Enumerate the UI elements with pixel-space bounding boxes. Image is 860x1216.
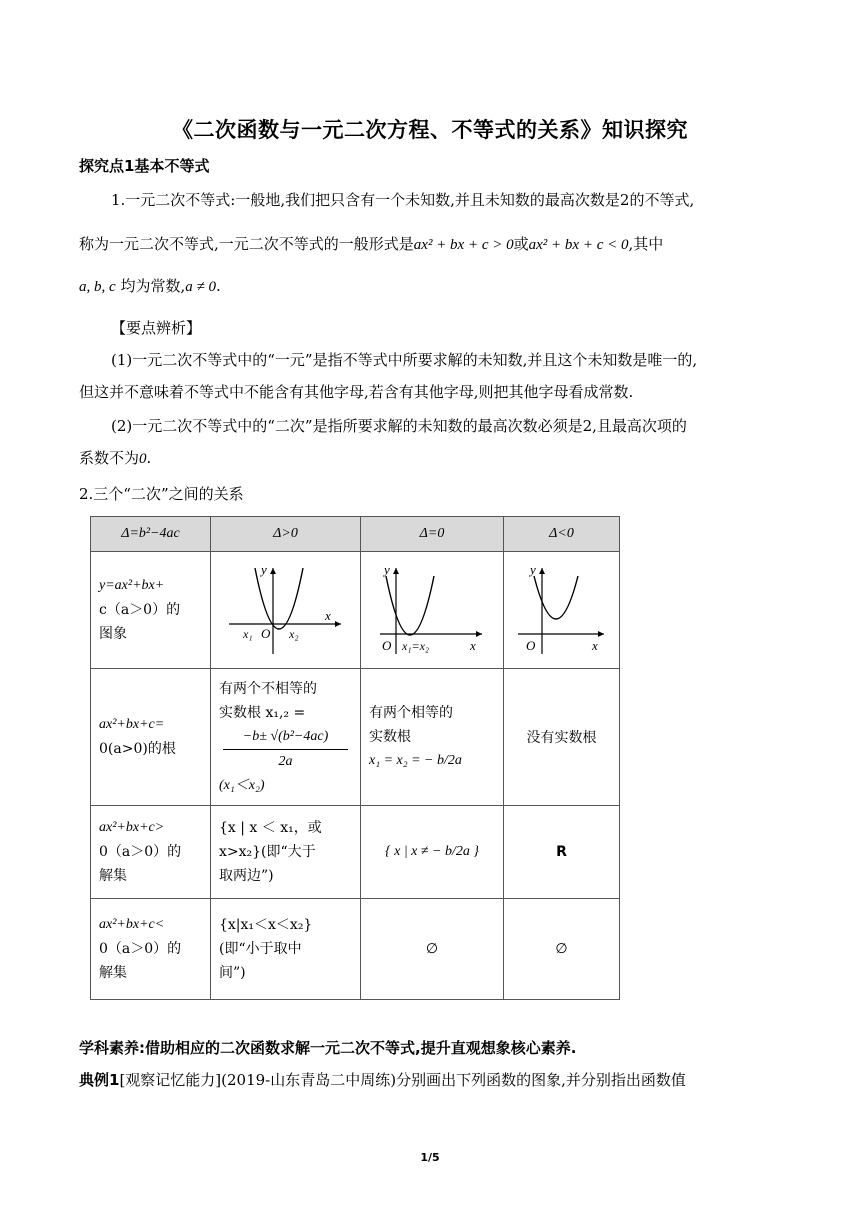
relationship-table-wrapper [90, 516, 619, 1016]
axis-x-label: x [470, 638, 476, 653]
root-x1-label: x₁ [242, 627, 252, 641]
root-formula-denominator: 2a [278, 753, 293, 769]
cell-line: (x₁＜x₂) [219, 777, 265, 793]
keypoint-1-line-2: 但这并不意味着不等式中不能含有其他字母,若含有其他字母,则把其他字母看成常数. [79, 383, 634, 401]
axis-x-label: x [324, 608, 331, 623]
formula-zero: 0 [139, 451, 147, 467]
text: 均为常数, [120, 277, 186, 295]
row-label-gt-solution [91, 806, 211, 899]
text: . [215, 277, 221, 295]
cell-line: 取两边”) [219, 868, 274, 884]
graph-cell-two-roots [211, 552, 361, 669]
cell-line: {x|x₁＜x＜x₂} [219, 917, 313, 933]
graph-cell-no-root [504, 552, 620, 669]
paragraph-1-line-1: 1.一元二次不等式:一般地,我们把只含有一个未知数,并且未知数的最高次数是2的不等式, [111, 191, 695, 209]
table-header: Δ<0 [504, 517, 620, 552]
cell-line: (即“小于取中 [219, 941, 302, 957]
table-row [91, 899, 620, 1000]
text: 系数不为 [79, 449, 140, 467]
table-header-row [91, 517, 620, 552]
gt-one-root-solution: { x | x ≠ − b/2a } [361, 806, 504, 899]
label-line: y=ax²+bx+ [99, 578, 165, 593]
keypoint-2-line-1: (2)一元二次不等式中的“二次”是指所要求解的未知数的最高次数必须是2,且最高次项的 [111, 417, 687, 435]
label-line: ax²+bx+c< [99, 917, 165, 932]
double-root-label: x₁=x₂ [402, 639, 430, 653]
origin-label: O [382, 638, 392, 653]
cell-line: 实数根 [369, 729, 411, 745]
formula-a-nonzero: a ≠ 0 [185, 279, 216, 295]
keypoint-heading: 【要点辨析】 [111, 319, 202, 337]
cell-line: {x | x ＜ x₁，或 [219, 820, 322, 836]
page-number: 1/5 [420, 1151, 440, 1164]
keypoint-2-line-2 [79, 448, 151, 469]
axis-x-label: x [592, 638, 598, 653]
text: ,其中 [628, 235, 664, 253]
text: 或 [513, 235, 529, 253]
label-line: 0（a＞0）的 [99, 941, 182, 957]
axis-y-label: y [384, 562, 390, 577]
axis-y-label: y [260, 562, 267, 577]
example-label: 典例1 [79, 1071, 120, 1089]
example-line [79, 1070, 686, 1090]
text: . [146, 449, 152, 467]
lt-one-root-solution: ∅ [361, 899, 504, 1000]
lt-two-roots-solution [211, 899, 361, 1000]
label-line: 解集 [99, 965, 127, 981]
parabola-one-root-graph [372, 562, 492, 658]
formula-abc: a, b, c [79, 279, 116, 295]
label-line: ax²+bx+c> [99, 820, 165, 835]
cell-line: 有两个不相等的 [219, 680, 317, 697]
paragraph-1-line-3 [79, 276, 221, 297]
origin-label: O [260, 626, 270, 641]
gt-two-roots-solution [211, 806, 361, 899]
table-header: Δ>0 [211, 517, 361, 552]
origin-label: O [526, 638, 536, 653]
axis-y-label: y [530, 562, 536, 577]
label-line: c（a＞0）的 [99, 602, 181, 618]
table-row [91, 552, 620, 669]
page-title: 《二次函数与一元二次方程、不等式的关系》知识探究 [172, 118, 688, 142]
lt-no-root-solution: ∅ [504, 899, 620, 1000]
root-formula-numerator: −b± √(b²−4ac) [223, 725, 348, 750]
graph-cell-one-root [361, 552, 504, 669]
table-row [91, 669, 620, 806]
literacy-statement: 学科素养:借助相应的二次函数求解一元二次不等式,提升直观想象核心素养. [79, 1039, 577, 1057]
no-root-cell: 没有实数根 [504, 669, 620, 806]
row-label-lt-solution [91, 899, 211, 1000]
table-header: Δ=0 [361, 517, 504, 552]
label-line: 图象 [99, 626, 127, 642]
parabola-no-root-graph [512, 562, 612, 658]
two-roots-cell [211, 669, 361, 806]
text: 称为一元二次不等式,一元二次不等式的一般形式是 [79, 235, 414, 253]
paragraph-2: 2.三个“二次”之间的关系 [79, 485, 244, 503]
parabola-two-roots-graph [221, 562, 351, 658]
double-root-formula: x₁ = x₂ = − b/2a [369, 753, 462, 768]
keypoint-1-line-1: (1)一元二次不等式中的“一元”是指不等式中所要求解的未知数,并且这个未知数是唯一的, [111, 351, 698, 369]
one-root-cell [361, 669, 504, 806]
section-heading: 探究点1基本不等式 [79, 157, 210, 175]
cell-line: x>x₂}(即“大于 [219, 844, 316, 860]
row-label-graph [91, 552, 211, 669]
cell-line: 间”) [219, 965, 246, 981]
gt-no-root-solution: R [504, 806, 620, 899]
formula-gt: ax² + bx + c > 0 [413, 237, 514, 253]
label-line: 0(a>0)的根 [99, 741, 176, 757]
table-header: Δ=b²−4ac [91, 517, 211, 552]
table-row [91, 806, 620, 899]
label-line: 解集 [99, 868, 127, 884]
relationship-table [90, 516, 620, 1000]
paragraph-1-line-2 [79, 234, 663, 255]
example-text: [观察记忆能力](2019-山东青岛二中周练)分别画出下列函数的图象,并分别指出函数值 [119, 1071, 686, 1089]
label-line: ax²+bx+c= [99, 717, 165, 732]
label-line: 0（a＞0）的 [99, 844, 182, 860]
cell-line: 实数根 x₁,₂ = [219, 704, 306, 721]
formula-lt: ax² + bx + c < 0 [528, 237, 629, 253]
root-x2-label: x₂ [288, 627, 298, 641]
cell-line: 有两个相等的 [369, 705, 453, 721]
row-label-roots [91, 669, 211, 806]
